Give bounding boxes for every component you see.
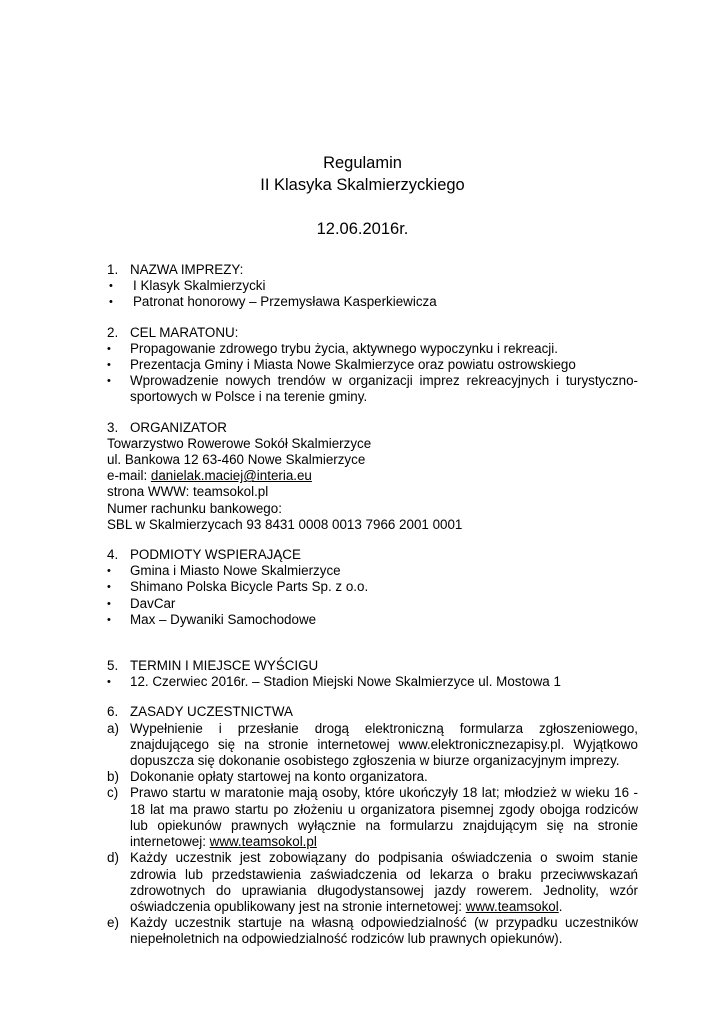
bullet-icon: •	[107, 581, 111, 594]
bullet-list	[107, 563, 638, 628]
section-heading	[107, 420, 638, 436]
section-number: 4.	[107, 547, 119, 563]
bullet-icon: •	[107, 359, 111, 372]
item-letter: a)	[107, 720, 119, 736]
list-item: • I Klasyk Skalmierzycki	[109, 278, 266, 294]
section-heading	[107, 658, 638, 674]
section-title: ZASADY UCZESTNICTWA	[130, 704, 293, 720]
section-number: 2.	[107, 324, 119, 340]
list-item: • Gmina i Miasto Nowe Skalmierzyce	[107, 563, 341, 579]
bullet-icon: •	[107, 676, 111, 689]
item-letter: e)	[107, 915, 119, 931]
title-line-1: Regulamin	[323, 154, 402, 172]
section-number: 1.	[107, 262, 119, 277]
section-1	[107, 262, 638, 311]
teamsokol-link[interactable]: www.teamsokol	[465, 898, 559, 914]
rule-item-a: a) Wypełnienie i przesłanie drogą elektroniczną formularza zgłoszeniowego, znajdującego się na stronie internetowej www.elektronicznezapisy.pl. Wyjątkowo dopuszcza się dokonanie osobistego zgłoszenia w biurze organizacyjnym imprezy.	[107, 720, 638, 769]
organizer-www: strona WWW: teamsokol.pl	[107, 484, 269, 500]
section-heading	[107, 704, 638, 720]
section-title: NAZWA IMPREZY:	[130, 262, 244, 277]
bullet-icon: •	[107, 375, 111, 388]
bullet-icon: •	[107, 613, 111, 626]
lettered-list	[107, 721, 638, 948]
bullet-list	[107, 674, 638, 690]
account-label: Numer rachunku bankowego:	[107, 500, 282, 516]
bullet-list	[107, 278, 638, 310]
list-item: • Prezentacja Gminy i Miasta Nowe Skalmierzyce oraz powiatu ostrowskiego	[107, 357, 576, 373]
section-title: ORGANIZATOR	[130, 419, 227, 435]
item-letter: d)	[107, 850, 119, 866]
section-5	[107, 658, 638, 690]
list-item: • Shimano Polska Bicycle Parts Sp. z o.o.	[107, 579, 369, 595]
section-heading	[107, 547, 638, 563]
section-4	[107, 547, 638, 628]
organizer-address: ul. Bankowa 12 63-460 Nowe Skalmierzyce	[107, 452, 366, 468]
account-number: SBL w Skalmierzycach 93 8431 0008 0013 7966 2001 0001	[107, 516, 463, 532]
organizer-name: Towarzystwo Rowerowe Sokół Skalmierzyce	[107, 435, 372, 451]
section-title: CEL MARATONU:	[130, 324, 239, 340]
rule-item-e: e) Każdy uczestnik startuje na własną odpowiedzialność (w przypadku uczestników niepełnoletnich na odpowiedzialność rodziców lub prawnych opiekunów).	[107, 915, 638, 947]
item-letter: b)	[107, 769, 119, 785]
organizer-email-line: e-mail: danielak.maciej@interia.eu	[107, 468, 312, 484]
section-heading	[107, 325, 638, 341]
rule-item-b: b) Dokonanie opłaty startowej na konto organizatora.	[107, 769, 428, 785]
rule-item-d: d) Każdy uczestnik jest zobowiązany do podpisania oświadczenia o swoim stanie zdrowia lub przedstawienia zaświadczenia od lekarza o braku przeciwwskazań zdrowotnych do uprawiania długodystansowej jazdy rowerem. Jednolity, wzór oświadczenia opublikowany jest na stronie internetowej: www.teamsokol.	[107, 850, 638, 914]
section-title: TERMIN I MIEJSCE WYŚCIGU	[130, 658, 319, 674]
bullet-icon: •	[109, 296, 113, 309]
list-item: • Wprowadzenie nowych trendów w organizacji imprez rekreacyjnych i turystyczno-sportowych w Polsce i na terenie gminy.	[107, 373, 638, 405]
list-item: • 12. Czerwiec 2016r. – Stadion Miejski Nowe Skalmierzyce ul. Mostowa 1	[107, 674, 561, 690]
bullet-icon: •	[109, 280, 113, 293]
bullet-icon: •	[107, 565, 111, 578]
list-item: • DavCar	[107, 595, 176, 611]
section-number: 5.	[107, 658, 119, 674]
section-number: 6.	[107, 704, 119, 720]
title-date: 12.06.2016r.	[316, 220, 409, 238]
teamsokol-link[interactable]: www.teamsokol.pl	[209, 834, 317, 850]
section-heading	[107, 262, 638, 278]
rule-item-c: c) Prawo startu w maratonie mają osoby, które ukończyły 18 lat; młodzież w wieku 16 - 18 lat ma prawo startu po złożeniu u organizatora pisemnej zgody obojga rodziców lub opiekunów prawnych wyłącznie na formularzu znajdującym się na stronie internetowej: www.teamsokol.pl	[107, 785, 638, 850]
section-number: 3.	[107, 419, 119, 435]
list-item: • Propagowanie zdrowego trybu życia, aktywnego wypoczynku i rekreacji.	[107, 340, 558, 356]
section-6	[107, 704, 638, 947]
list-item: • Max – Dywaniki Samochodowe	[107, 611, 317, 627]
title-line-2: II Klasyka Skalmierzyckiego	[260, 176, 465, 194]
bullet-list	[107, 341, 638, 406]
item-letter: c)	[107, 785, 119, 801]
bullet-icon: •	[107, 342, 111, 355]
title-block	[0, 152, 725, 240]
list-item: • Patronat honorowy – Przemysława Kasperkiewicza	[109, 294, 437, 310]
section-2	[107, 325, 638, 406]
content	[107, 262, 638, 962]
bullet-icon: •	[107, 597, 111, 610]
section-title: PODMIOTY WSPIERAJĄCE	[130, 547, 301, 563]
email-link[interactable]: danielak.maciej@interia.eu	[150, 468, 312, 484]
section-3	[107, 420, 638, 533]
